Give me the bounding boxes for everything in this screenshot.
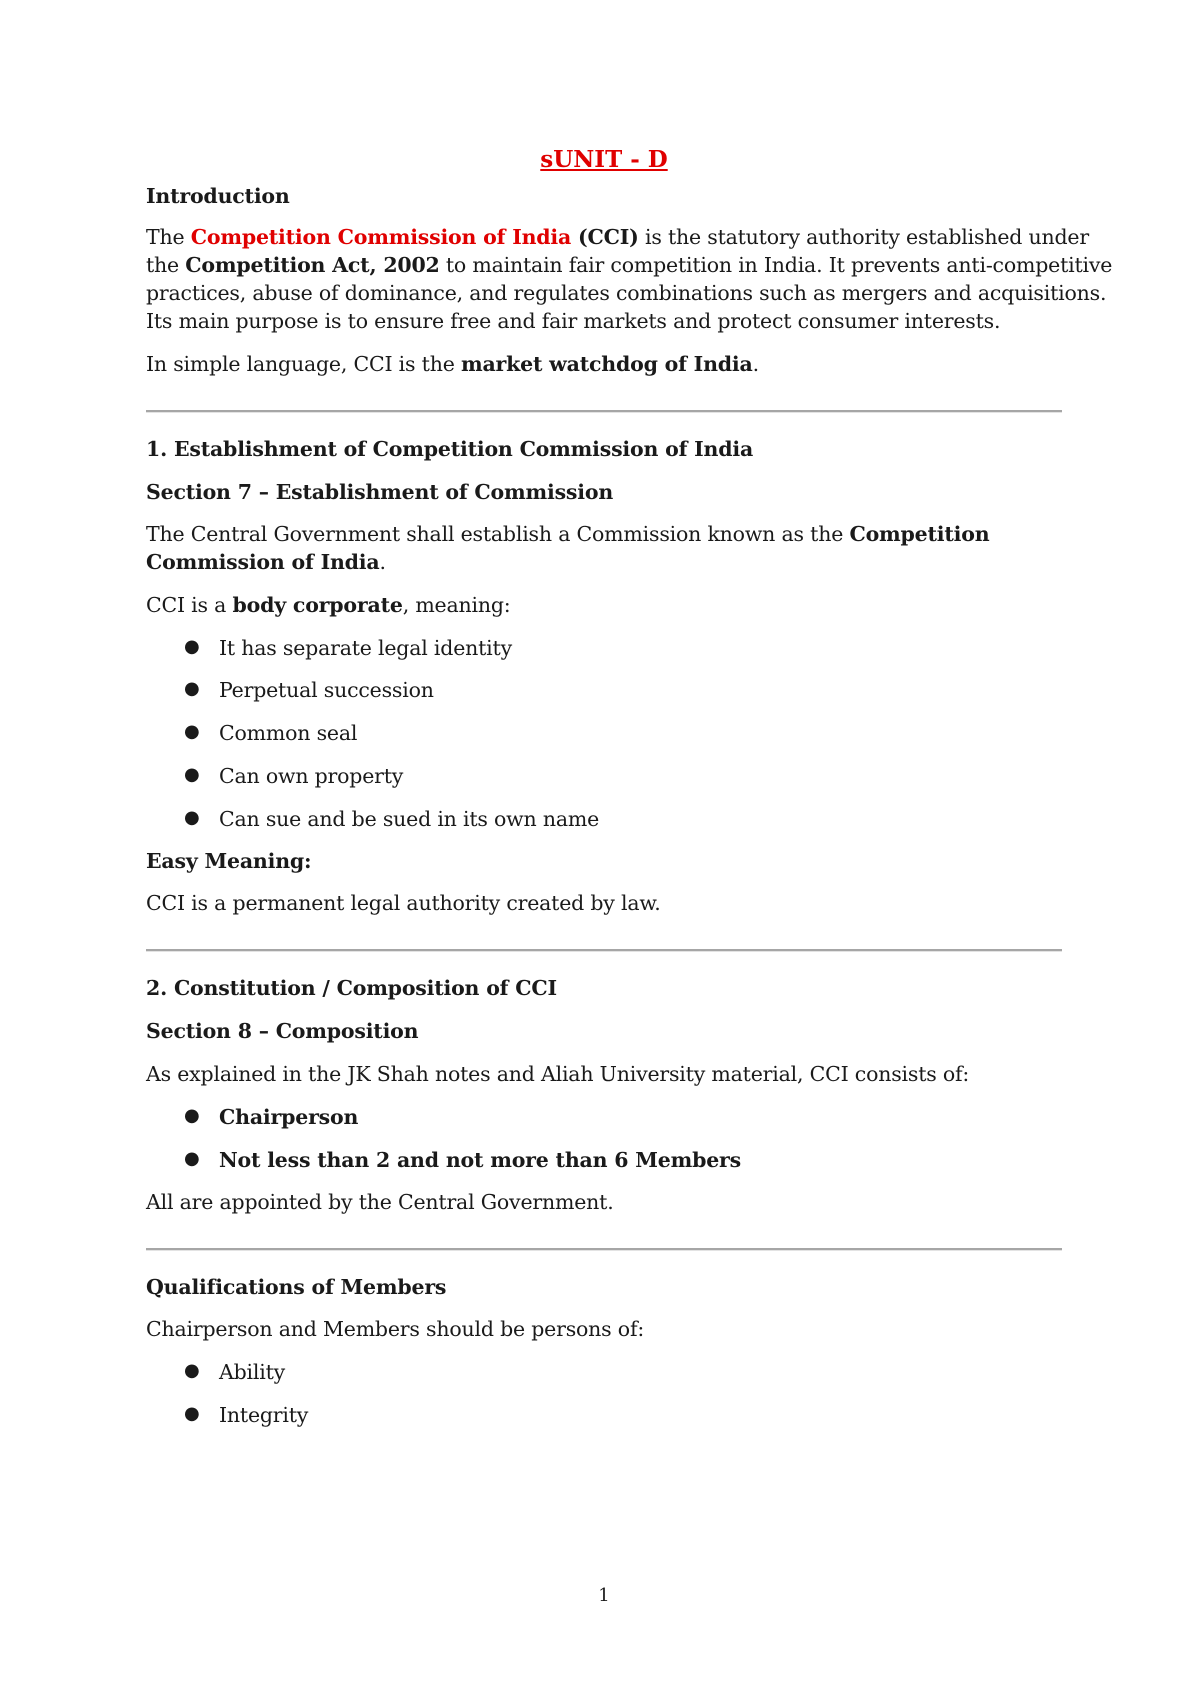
list-item: Not less than 2 and not more than 6 Members <box>219 1148 741 1172</box>
bullet-icon: ● <box>184 678 200 699</box>
page-title: sUNIT - D <box>540 146 668 173</box>
divider <box>146 949 1062 952</box>
section-1-heading: 1. Establishment of Competition Commission of India <box>146 437 754 461</box>
intro-paragraph-line-4: Its main purpose is to ensure free and fair markets and protect consumer interests. <box>146 309 1001 333</box>
intro-paragraph-2: In simple language, CCI is the market watchdog of India. <box>146 352 759 376</box>
cci-name-highlight: Competition Commission of India <box>190 225 572 249</box>
bullet-icon: ● <box>184 1360 200 1381</box>
page-number: 1 <box>598 1585 610 1606</box>
section-2-paragraph-2: All are appointed by the Central Government. <box>146 1190 614 1214</box>
intro-heading: Introduction <box>146 184 290 208</box>
section-1-paragraph-2: CCI is a body corporate, meaning: <box>146 593 511 617</box>
list-item: Common seal <box>219 721 358 745</box>
bullet-icon: ● <box>184 721 200 742</box>
section-1-paragraph-line-1: The Central Government shall establish a Commission known as the Competition <box>146 522 990 546</box>
bullet-icon: ● <box>184 1403 200 1424</box>
list-item: Integrity <box>219 1403 309 1427</box>
bullet-icon: ● <box>184 1105 200 1126</box>
intro-paragraph-line-2: the Competition Act, 2002 to maintain fair competition in India. It prevents anti-competitive <box>146 253 1113 277</box>
list-item: Perpetual succession <box>219 678 434 702</box>
list-item: Can own property <box>219 764 404 788</box>
list-item: Ability <box>219 1360 286 1384</box>
bullet-icon: ● <box>184 764 200 785</box>
section-2-paragraph: As explained in the JK Shah notes and Aliah University material, CCI consists of: <box>146 1062 970 1086</box>
qualifications-heading: Qualifications of Members <box>146 1275 447 1299</box>
section-2-subheading: Section 8 – Composition <box>146 1019 419 1043</box>
easy-meaning-text: CCI is a permanent legal authority created by law. <box>146 891 661 915</box>
section-1-subheading: Section 7 – Establishment of Commission <box>146 480 614 504</box>
easy-meaning-heading: Easy Meaning: <box>146 849 312 873</box>
bullet-icon: ● <box>184 807 200 828</box>
bullet-icon: ● <box>184 1148 200 1169</box>
intro-paragraph-line-1: The Competition Commission of India (CCI) is the statutory authority established under <box>146 225 1089 249</box>
qualifications-paragraph: Chairperson and Members should be persons of: <box>146 1317 645 1341</box>
divider <box>146 410 1062 413</box>
bullet-icon: ● <box>184 636 200 657</box>
list-item: Chairperson <box>219 1105 359 1129</box>
intro-paragraph-line-3: practices, abuse of dominance, and regulates combinations such as mergers and acquisitions. <box>146 281 1107 305</box>
divider <box>146 1248 1062 1251</box>
section-2-heading: 2. Constitution / Composition of CCI <box>146 976 557 1000</box>
list-item: Can sue and be sued in its own name <box>219 807 600 831</box>
section-1-paragraph-line-2: Commission of India. <box>146 550 386 574</box>
list-item: It has separate legal identity <box>219 636 512 660</box>
